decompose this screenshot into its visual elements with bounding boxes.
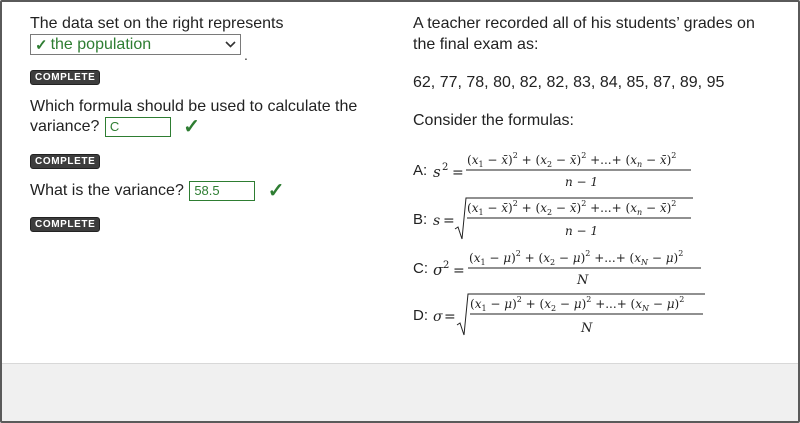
formula-d — [413, 291, 723, 339]
svg-text:(x1 − μ)2 + (x2 − μ)2 +...+ (x: $(x_1 - \mu)^2 + (x_2 - \mu)^2$ +...+ $(x_N - \mu)^2$ — [470, 295, 685, 313]
population-select[interactable] — [30, 34, 241, 55]
intro-line-1: A teacher recorded all of his students’ grades on — [413, 15, 755, 32]
question-2-line2: variance? — [30, 118, 100, 136]
formula-b-math — [433, 195, 723, 243]
footer-bar — [2, 363, 798, 421]
left-column — [30, 14, 380, 232]
formula-b — [413, 195, 713, 243]
complete-badge: COMPLETE — [30, 154, 100, 169]
formula-c-label: C: — [413, 260, 428, 277]
question-3-text: What is the variance? — [30, 182, 184, 200]
question-2-line1: Which formula should be used to calculate the — [30, 98, 358, 115]
formula-a-label: A: — [413, 162, 428, 179]
formula-b-denominator: n − 1 — [565, 224, 599, 238]
formula-a-math — [433, 148, 723, 190]
formula-a-denominator: n − 1 — [565, 175, 599, 189]
svg-text:=: = — [453, 263, 465, 279]
formula-b-label: B: — [413, 211, 428, 228]
svg-text:σ: σ — [433, 309, 443, 325]
check-icon: ✓ — [35, 36, 48, 54]
formula-answer-field[interactable]: C — [105, 117, 171, 137]
sentence-period: . — [244, 47, 248, 63]
correct-check-icon: ✓ — [267, 179, 285, 202]
correct-check-icon: ✓ — [183, 115, 201, 138]
variance-answer-field[interactable]: 58.5 — [189, 181, 255, 201]
question-1-text: The data set on the right represents — [30, 15, 284, 32]
svg-text:2: 2 — [442, 162, 449, 173]
formula-d-denominator: N — [581, 321, 593, 336]
svg-text:σ: σ — [433, 261, 444, 279]
svg-text:(x1 − x̄)2 + (x2 − x̄)2 +...+: ($x_1$ − x̄)$^2$ + ($x_2$ − x̄)$^2$ +...+ ($x_n$ − x̄)$^2$ — [467, 199, 677, 217]
consider-formulas: Consider the formulas: — [413, 112, 574, 129]
select-value: the population — [50, 35, 152, 53]
complete-badge: COMPLETE — [30, 217, 100, 232]
grades-list: 62, 77, 78, 80, 82, 82, 83, 84, 85, 87, 89, 95 — [413, 74, 725, 91]
formula-c-denominator: N — [577, 273, 589, 288]
formula-c-math — [433, 246, 723, 288]
svg-text:=: = — [452, 165, 464, 181]
svg-text:s: s — [433, 163, 441, 181]
svg-text:=: = — [444, 309, 456, 325]
right-column — [413, 14, 783, 130]
intro-line-2: the final exam as: — [413, 36, 539, 53]
svg-text:2: 2 — [443, 260, 450, 271]
chevron-down-icon — [225, 37, 236, 54]
formula-a — [413, 148, 713, 190]
svg-text:=: = — [443, 213, 455, 229]
formula-d-label: D: — [413, 307, 428, 324]
formula-d-math — [433, 291, 733, 339]
complete-badge: COMPLETE — [30, 70, 100, 85]
formula-c — [413, 246, 713, 288]
svg-text:(x1 − x̄)2 + (x2 − x̄)2 +...+: ($x_1$ − x̄)$^2$ + ($x_2$ − x̄)$^2$ +...+ ($x_n$ − x̄)$^2$ — [467, 151, 677, 169]
svg-text:s: s — [433, 213, 441, 229]
svg-text:(x1 − μ)2 + (x2 − μ)2 +...+ (x: $(x_1 - \mu)^2 + (x_2 - \mu)^2$ +...+ $(x_N - \mu)^2$ — [469, 249, 684, 267]
